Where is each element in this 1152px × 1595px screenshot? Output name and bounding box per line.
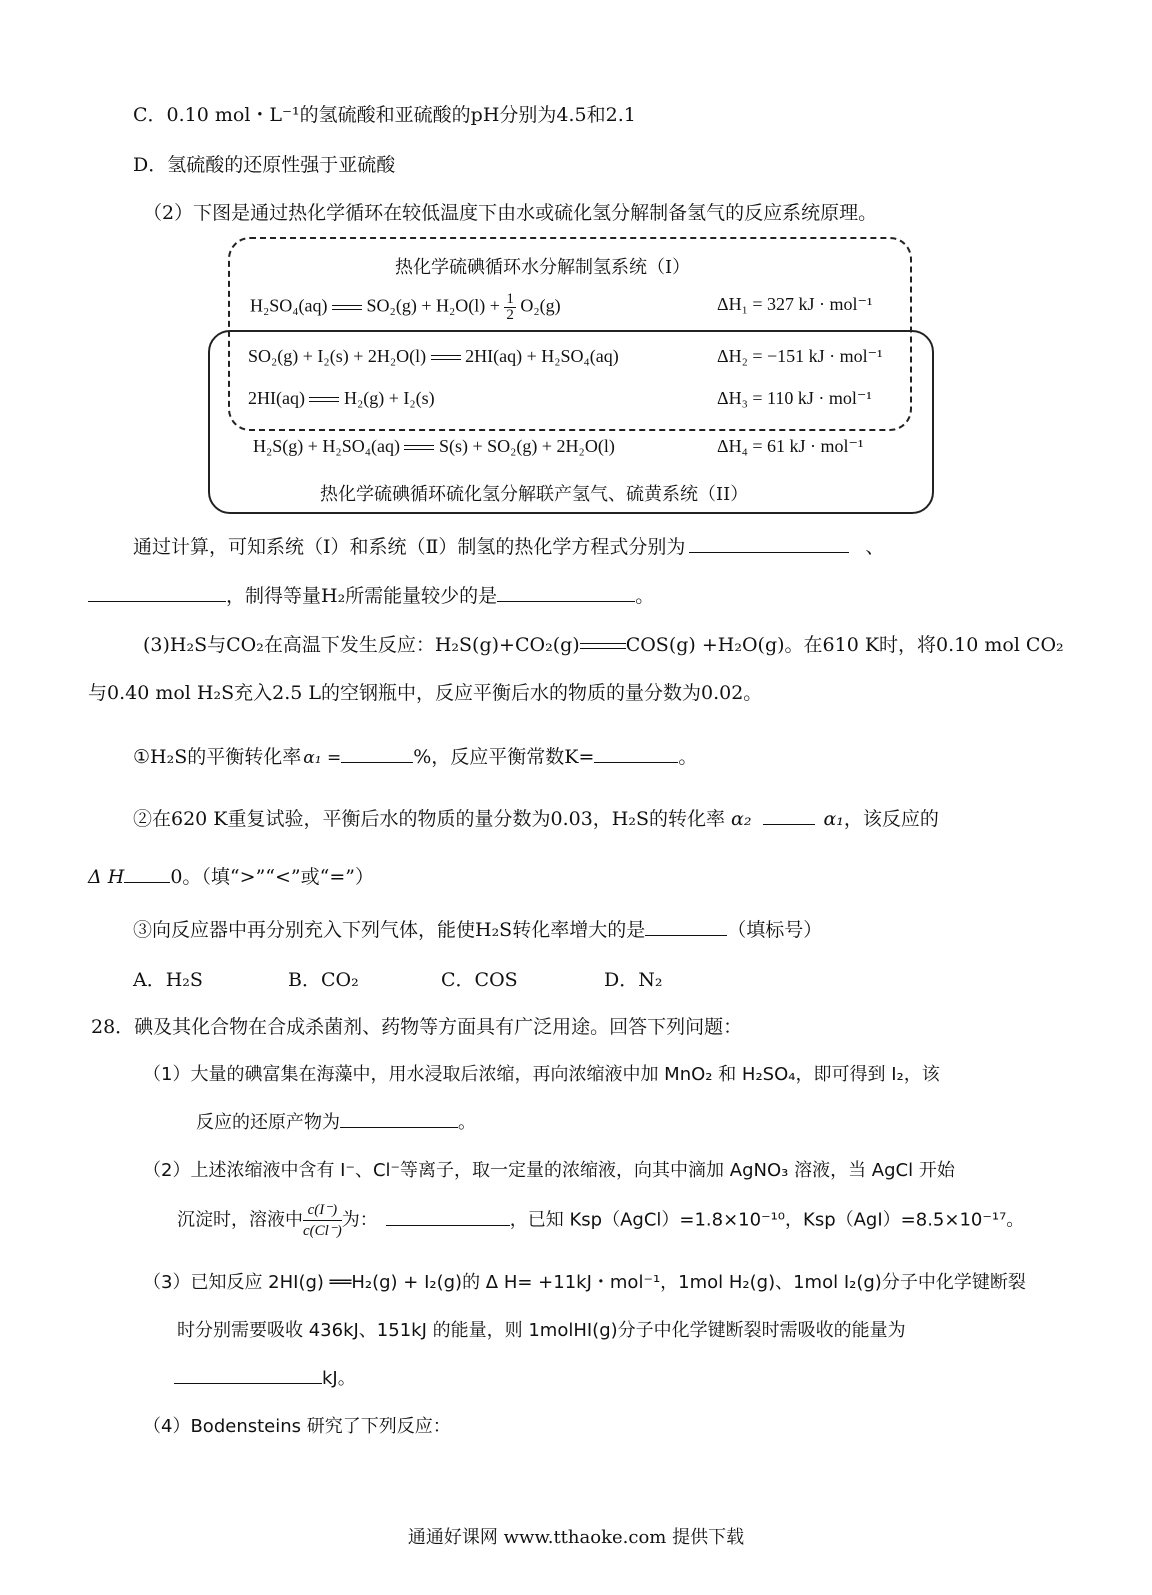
equation-1-tail: O₂(g): [520, 295, 561, 316]
system-i-title: 热化学硫碘循环水分解制氢系统（I）: [395, 257, 691, 278]
option-a: A．H₂S: [133, 969, 203, 991]
question-3-line-1: [143, 630, 1064, 657]
equation-4-left: H₂S(g) + H₂SO₄(aq): [253, 436, 400, 456]
s2-tail: 0。（填“>”“<”或“=”）: [170, 866, 374, 888]
q28-1-line-1: （1）大量的碘富集在海藻中，用水浸取后浓缩，再向浓缩液中加 MnO₂ 和 H₂SO₄，即可得到 I₂，该: [143, 1064, 940, 1085]
q28-3-line-1: （3）已知反应 2HI(g) ══H₂(g) + I₂(g)的 Δ H= +11kJ・mol⁻¹，1mol H₂(g)、1mol I₂(g)分子中化学键断裂: [143, 1272, 1026, 1293]
q2-sep: 、: [865, 536, 885, 558]
option-c: C．0.10 mol・L⁻¹的氢硫酸和亚硫酸的pH分别为4.5和2.1: [133, 104, 636, 126]
q28-4: （4）Bodensteins 研究了下列反应：: [143, 1416, 451, 1437]
equation-3-left: 2HI(aq): [248, 388, 305, 408]
q28-2-mid: 为：: [341, 1209, 378, 1231]
question-28-stem: 28．碘及其化合物在合成杀菌剂、药物等方面具有广泛用途。回答下列问题：: [91, 1016, 743, 1038]
q3-text: (3)H₂S与CO₂在高温下发生反应：H₂S(g)+CO₂(g): [143, 634, 580, 656]
s3-end: （填标号）: [727, 919, 823, 941]
equation-2-right: 2HI(aq) + H₂SO₄(aq): [465, 346, 619, 366]
equals-arrow: [309, 395, 339, 405]
option-b: B．CO₂: [288, 969, 359, 991]
sub-question-1: [133, 742, 697, 769]
alpha-2: α₂: [731, 808, 752, 830]
alpha-1: α₁ =: [303, 748, 342, 768]
option-c-gas: C．COS: [441, 969, 518, 991]
delta-h-3: ΔH₃ = 110 kJ · mol⁻¹: [717, 388, 872, 408]
answer-blank[interactable]: [689, 534, 849, 553]
sub-question-2: [133, 804, 939, 831]
equation-3-right: H₂(g) + I₂(s): [343, 388, 435, 408]
delta-h-1: ΔH₁ = 327 kJ · mol⁻¹: [717, 294, 873, 314]
q2-answer-line-1: [133, 532, 884, 559]
system-ii-title: 热化学硫碘循环硫化氢分解联产氢气、硫黄系统（II）: [320, 484, 749, 505]
q2-end: 。: [635, 585, 655, 607]
answer-blank[interactable]: [124, 864, 170, 883]
equation-4-right: S(s) + SO₂(g) + 2H₂O(l): [438, 436, 615, 456]
delta-h-4: ΔH₄ = 61 kJ · mol⁻¹: [717, 436, 864, 456]
answer-blank[interactable]: [174, 1365, 322, 1384]
answer-blank[interactable]: [386, 1207, 510, 1226]
equation-1: [250, 292, 561, 323]
q28-1-end: 。: [458, 1112, 476, 1133]
equilibrium-arrow-icon: [580, 640, 626, 652]
equation-1-left: H₂SO₄(aq): [250, 295, 328, 316]
question-2-stem: （2）下图是通过热化学循环在较低温度下由水或硫化氢分解制备氢气的反应系统原理。: [143, 202, 878, 224]
ion-ratio-fraction: $\frac{c(I^-)}{c(Cl^-)}$: [303, 1202, 342, 1239]
q28-1-text: 反应的还原产物为: [196, 1112, 340, 1133]
equation-2-left: SO₂(g) + I₂(s) + 2H₂O(l): [248, 346, 427, 366]
equation-2: [248, 346, 619, 367]
q28-1-line-2: [196, 1108, 476, 1134]
equation-1-right: SO₂(g) + H₂O(l) +: [366, 295, 500, 316]
q2-text: 通过计算，可知系统（Ⅰ）和系统（Ⅱ）制氢的热化学方程式分别为: [133, 536, 686, 558]
equation-3: [248, 388, 435, 409]
answer-blank[interactable]: [594, 744, 678, 763]
answer-blank[interactable]: [763, 806, 815, 825]
answer-blank[interactable]: [340, 1109, 458, 1128]
delta-h-2: ΔH₂ = −151 kJ · mol⁻¹: [717, 346, 883, 366]
q3-tail: COS(g) +H₂O(g)。在610 K时，将0.10 mol CO₂: [625, 634, 1064, 656]
equals-arrow: [332, 303, 362, 313]
s1-end: 。: [678, 746, 698, 768]
q28-2-text: 沉淀时，溶液中: [177, 1209, 303, 1231]
q28-3-line-2: 时分别需要吸收 436kJ、151kJ 的能量，则 1molHI(g)分子中化学键断裂时需吸收的能量为: [177, 1320, 906, 1341]
s2-text: ②在620 K重复试验，平衡后水的物质的量分数为0.03，H₂S的转化率: [133, 808, 726, 830]
equation-4: [253, 436, 615, 457]
answer-blank[interactable]: [88, 583, 226, 602]
delta-h: Δ H: [88, 866, 125, 888]
sub-question-3: [133, 915, 822, 942]
q2-answer-line-2: [88, 581, 654, 608]
question-3-line-2: 与0.40 mol H₂S充入2.5 L的空钢瓶中，反应平衡后水的物质的量分数为0.02。: [88, 682, 763, 704]
q28-2-end: ，已知 Ksp（AgCl）=1.8×10⁻¹⁰，Ksp（AgI）=8.5×10⁻¹⁷。: [509, 1209, 1025, 1231]
equals-arrow: [431, 353, 461, 363]
s3-text: ③向反应器中再分别充入下列气体，能使H₂S转化率增大的是: [133, 919, 646, 941]
q28-3-line-3: [174, 1364, 356, 1390]
answer-blank[interactable]: [341, 744, 413, 763]
page-footer: 通通好课网 www.tthaoke.com 提供下载: [407, 1527, 745, 1548]
equals-arrow: [404, 443, 434, 453]
half-fraction: $\frac{1}{2}$: [506, 291, 514, 323]
answer-blank[interactable]: [497, 583, 635, 602]
q28-2-line-1: （2）上述浓缩液中含有 I⁻、Cl⁻等离子，取一定量的浓缩液，向其中滴加 AgNO₃ 溶液，当 AgCl 开始: [143, 1160, 955, 1181]
q28-2-line-2: [177, 1200, 1024, 1241]
q2-text-2: ，制得等量H₂所需能量较少的是: [226, 585, 498, 607]
s1-text: ①H₂S的平衡转化率: [133, 746, 302, 768]
answer-blank[interactable]: [645, 917, 727, 936]
alpha-1-ref: α₁: [823, 808, 844, 830]
q28-3-end: kJ。: [322, 1368, 356, 1389]
s2-end: ，该反应的: [843, 808, 939, 830]
option-d-gas: D．N₂: [604, 969, 663, 991]
s1-mid: %，反应平衡常数K=: [413, 746, 595, 768]
sub-question-2-line-2: [88, 862, 374, 889]
option-d: D．氢硫酸的还原性强于亚硫酸: [133, 154, 396, 176]
